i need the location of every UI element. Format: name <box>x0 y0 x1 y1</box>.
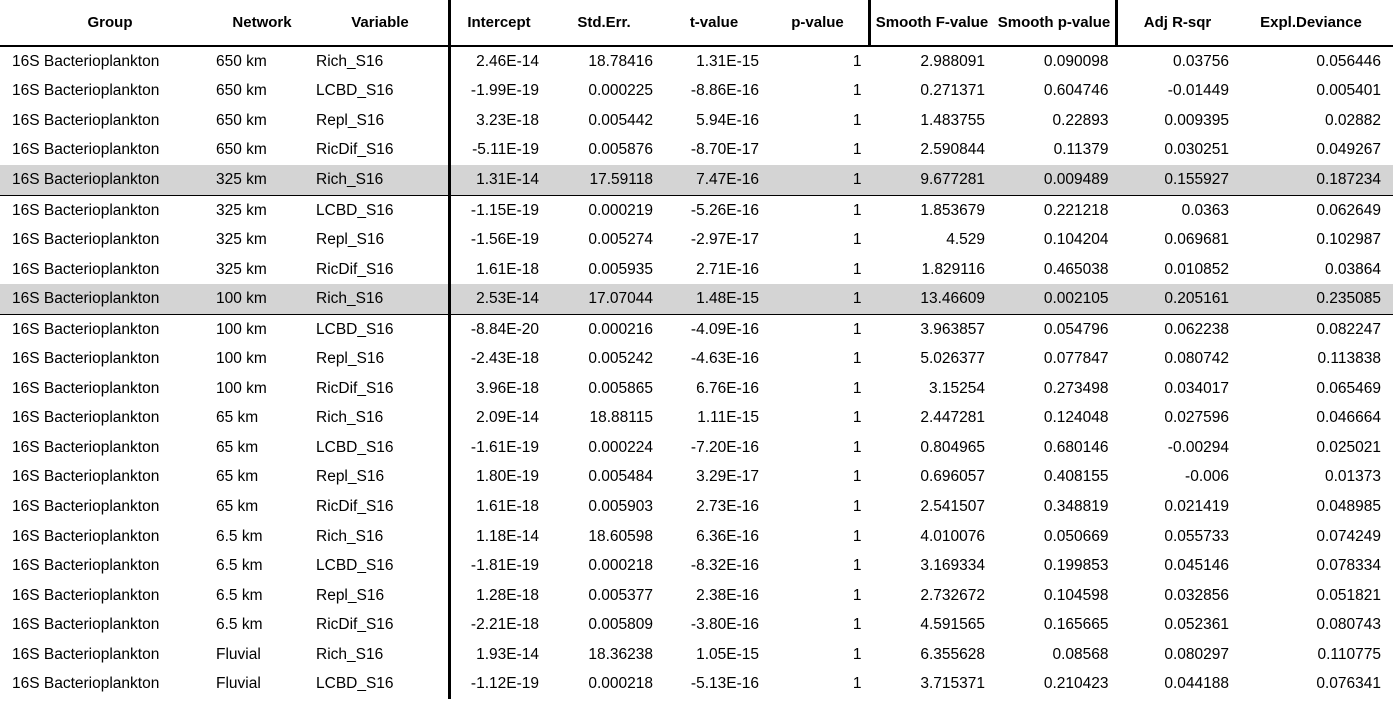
header-p-value: p-value <box>767 0 870 46</box>
cell-group: 16S Bacterioplankton <box>12 616 160 634</box>
cell-std-err: 0.000219 <box>588 201 653 219</box>
cell-variable: Rich_S16 <box>316 645 384 663</box>
cell-smooth-p-value: 0.08568 <box>1052 645 1109 663</box>
cell-std-err: 18.60598 <box>588 527 653 545</box>
cell-variable: Rich_S16 <box>316 527 384 545</box>
cell-adj-r-sqr: -0.006 <box>1185 468 1229 486</box>
cell-group: 16S Bacterioplankton <box>12 557 160 575</box>
cell-std-err: 18.36238 <box>588 645 653 663</box>
cell-variable: Repl_S16 <box>316 586 385 604</box>
cell-smooth-f-value: 4.591565 <box>920 616 985 634</box>
cell-variable: RicDif_S16 <box>316 379 394 397</box>
cell-smooth-p-value: 0.408155 <box>1043 468 1109 486</box>
cell-p-value: 1 <box>852 141 862 159</box>
table-row <box>0 225 1393 255</box>
cell-expl-deviance: 0.048985 <box>1316 497 1381 515</box>
cell-smooth-f-value: 3.715371 <box>920 675 985 693</box>
cell-intercept: 1.31E-14 <box>450 165 548 195</box>
cell-adj-r-sqr: 0.021419 <box>1164 497 1229 515</box>
cell-group: 16S Bacterioplankton <box>12 350 160 368</box>
table-row <box>0 669 1393 699</box>
cell-network: 100 km <box>216 379 267 397</box>
cell-p-value: 1 <box>852 231 862 249</box>
table-row <box>0 46 1393 77</box>
cell-smooth-f-value: 2.447281 <box>920 409 985 427</box>
cell-t-value: -4.09E-16 <box>690 320 759 338</box>
cell-smooth-p-value: 0.22893 <box>1052 111 1109 129</box>
cell-intercept: 3.23E-18 <box>450 106 548 136</box>
cell-p-value: 1 <box>852 320 862 338</box>
cell-network: 325 km <box>216 231 267 249</box>
cell-smooth-p-value: 0.009489 <box>993 165 1117 195</box>
table-row <box>0 136 1393 166</box>
cell-t-value: 3.29E-17 <box>696 468 759 486</box>
cell-smooth-p-value: 0.604746 <box>1043 82 1109 100</box>
cell-smooth-p-value: 0.11379 <box>1053 141 1109 159</box>
cell-smooth-p-value: 0.124048 <box>1043 409 1109 427</box>
cell-smooth-f-value: 9.677281 <box>870 165 994 195</box>
cell-smooth-f-value: 1.483755 <box>920 111 985 129</box>
table-row <box>0 314 1393 344</box>
cell-variable: Rich_S16 <box>312 165 450 195</box>
table-row <box>0 463 1393 493</box>
cell-p-value: 1 <box>852 201 862 219</box>
cell-intercept: 2.09E-14 <box>450 404 548 434</box>
cell-t-value: 6.36E-16 <box>696 527 759 545</box>
cell-network: Fluvial <box>216 675 261 693</box>
cell-smooth-p-value: 0.054796 <box>1043 320 1109 338</box>
cell-intercept: -1.99E-19 <box>450 77 548 107</box>
cell-expl-deviance: 0.049267 <box>1316 141 1381 159</box>
table-row <box>0 522 1393 552</box>
cell-expl-deviance: 0.076341 <box>1316 675 1381 693</box>
header-std-err: Std.Err. <box>547 0 661 46</box>
table-row <box>0 640 1393 670</box>
cell-smooth-p-value: 0.680146 <box>1043 438 1109 456</box>
cell-smooth-f-value: 13.46609 <box>870 284 994 314</box>
cell-group: 16S Bacterioplankton <box>12 645 160 663</box>
cell-adj-r-sqr: 0.034017 <box>1164 379 1229 397</box>
table-row <box>0 374 1393 404</box>
cell-network: 6.5 km <box>216 527 263 545</box>
cell-expl-deviance: 0.01373 <box>1324 468 1381 486</box>
header-expl-deviance: Expl.Deviance <box>1237 0 1393 46</box>
cell-variable: LCBD_S16 <box>316 82 394 100</box>
cell-smooth-f-value: 3.963857 <box>920 320 985 338</box>
cell-adj-r-sqr: 0.032856 <box>1164 586 1229 604</box>
cell-network: 100 km <box>216 350 267 368</box>
cell-adj-r-sqr: -0.00294 <box>1167 438 1229 456</box>
cell-p-value: 1 <box>852 468 862 486</box>
cell-adj-r-sqr: 0.080742 <box>1164 350 1229 368</box>
cell-smooth-f-value: 1.829116 <box>921 260 985 278</box>
cell-intercept: 1.93E-14 <box>450 640 548 670</box>
table-row <box>0 195 1393 225</box>
table-row <box>0 610 1393 640</box>
cell-p-value: 1 <box>767 165 870 195</box>
cell-intercept: -2.21E-18 <box>450 610 548 640</box>
cell-t-value: 1.31E-15 <box>696 52 759 70</box>
cell-variable: Rich_S16 <box>312 284 450 314</box>
cell-expl-deviance: 0.051821 <box>1316 586 1381 604</box>
cell-p-value: 1 <box>852 52 862 70</box>
cell-smooth-f-value: 0.804965 <box>920 438 985 456</box>
cell-adj-r-sqr: 0.045146 <box>1164 557 1229 575</box>
cell-p-value: 1 <box>852 586 862 604</box>
cell-std-err: 0.005809 <box>588 616 653 634</box>
cell-intercept: 3.96E-18 <box>450 374 548 404</box>
cell-variable: Repl_S16 <box>316 231 385 249</box>
cell-adj-r-sqr: 0.062238 <box>1164 320 1229 338</box>
cell-expl-deviance: 0.065469 <box>1316 379 1381 397</box>
cell-t-value: -4.63E-16 <box>690 350 759 368</box>
cell-smooth-p-value: 0.273498 <box>1043 379 1109 397</box>
cell-intercept: 2.53E-14 <box>450 284 548 314</box>
cell-smooth-p-value: 0.199853 <box>1043 557 1109 575</box>
cell-expl-deviance: 0.056446 <box>1316 52 1381 70</box>
header-adj-r-sqr: Adj R-sqr <box>1117 0 1238 46</box>
cell-smooth-f-value: 0.271371 <box>920 82 985 100</box>
cell-p-value: 1 <box>852 675 862 693</box>
cell-network: 100 km <box>212 284 312 314</box>
cell-t-value: -2.97E-17 <box>690 231 759 249</box>
cell-intercept: -1.15E-19 <box>450 195 548 225</box>
cell-group: 16S Bacterioplankton <box>12 111 160 129</box>
header-variable: Variable <box>312 0 450 46</box>
cell-smooth-p-value: 0.104204 <box>1043 231 1109 249</box>
table-row <box>0 106 1393 136</box>
cell-expl-deviance: 0.025021 <box>1316 438 1381 456</box>
cell-t-value: 5.94E-16 <box>696 111 759 129</box>
cell-std-err: 0.005935 <box>588 260 653 278</box>
cell-network: 100 km <box>216 320 267 338</box>
cell-network: 65 km <box>216 409 259 427</box>
cell-variable: LCBD_S16 <box>316 557 394 575</box>
cell-variable: RicDif_S16 <box>316 497 394 515</box>
cell-std-err: 0.005865 <box>588 379 653 397</box>
header-network: Network <box>212 0 312 46</box>
cell-group: 16S Bacterioplankton <box>12 527 160 545</box>
cell-std-err: 18.78416 <box>588 52 653 70</box>
cell-smooth-f-value: 4.010076 <box>920 527 985 545</box>
cell-adj-r-sqr: 0.069681 <box>1164 231 1229 249</box>
cell-t-value: -8.32E-16 <box>690 557 759 575</box>
cell-smooth-f-value: 4.529 <box>946 231 985 249</box>
header-group: Group <box>0 0 212 46</box>
cell-intercept: -1.81E-19 <box>450 551 548 581</box>
cell-expl-deviance: 0.080743 <box>1316 616 1381 634</box>
cell-group: 16S Bacterioplankton <box>12 260 160 278</box>
cell-network: 65 km <box>216 497 259 515</box>
cell-adj-r-sqr: 0.205161 <box>1117 284 1238 314</box>
cell-adj-r-sqr: 0.080297 <box>1164 645 1229 663</box>
cell-network: 65 km <box>216 438 259 456</box>
cell-adj-r-sqr: 0.009395 <box>1164 111 1229 129</box>
cell-variable: RicDif_S16 <box>316 616 394 634</box>
cell-t-value: 1.48E-15 <box>661 284 767 314</box>
cell-smooth-p-value: 0.104598 <box>1043 586 1109 604</box>
table-row-highlighted <box>0 284 1393 314</box>
cell-t-value: 2.73E-16 <box>696 497 759 515</box>
cell-std-err: 17.07044 <box>547 284 661 314</box>
cell-std-err: 0.000218 <box>588 557 653 575</box>
cell-std-err: 0.005377 <box>588 586 653 604</box>
cell-p-value: 1 <box>852 350 862 368</box>
cell-adj-r-sqr: 0.010852 <box>1164 260 1229 278</box>
cell-intercept: -8.84E-20 <box>450 314 548 344</box>
cell-group: 16S Bacterioplankton <box>12 409 160 427</box>
cell-t-value: -5.13E-16 <box>690 675 759 693</box>
cell-p-value: 1 <box>767 284 870 314</box>
cell-network: 6.5 km <box>216 586 263 604</box>
cell-intercept: -2.43E-18 <box>450 344 548 374</box>
cell-smooth-f-value: 2.988091 <box>920 52 985 70</box>
cell-group: 16S Bacterioplankton <box>12 52 160 70</box>
cell-adj-r-sqr: -0.01449 <box>1167 82 1229 100</box>
header-smooth-f-value: Smooth F-value <box>870 0 994 46</box>
cell-intercept: -1.61E-19 <box>450 433 548 463</box>
cell-group: 16S Bacterioplankton <box>12 201 160 219</box>
cell-variable: LCBD_S16 <box>316 438 394 456</box>
cell-intercept: -5.11E-19 <box>450 136 548 166</box>
cell-expl-deviance: 0.078334 <box>1316 557 1381 575</box>
table-row <box>0 77 1393 107</box>
header-row <box>0 0 1393 46</box>
cell-smooth-p-value: 0.090098 <box>1043 52 1109 70</box>
cell-group: 16S Bacterioplankton <box>12 438 160 456</box>
cell-group: 16S Bacterioplankton <box>12 497 160 515</box>
cell-t-value: -7.20E-16 <box>690 438 759 456</box>
cell-variable: LCBD_S16 <box>316 675 394 693</box>
cell-variable: LCBD_S16 <box>316 201 394 219</box>
cell-adj-r-sqr: 0.027596 <box>1164 409 1229 427</box>
cell-std-err: 18.88115 <box>589 409 653 427</box>
cell-group: 16S Bacterioplankton <box>12 141 160 159</box>
cell-network: 6.5 km <box>216 557 263 575</box>
cell-smooth-f-value: 1.853679 <box>920 201 985 219</box>
cell-t-value: -8.70E-17 <box>690 141 759 159</box>
table-row <box>0 551 1393 581</box>
cell-std-err: 0.005903 <box>588 497 653 515</box>
cell-group: 16S Bacterioplankton <box>12 675 160 693</box>
cell-expl-deviance: 0.02882 <box>1324 111 1381 129</box>
cell-t-value: -5.26E-16 <box>690 201 759 219</box>
cell-variable: Rich_S16 <box>316 52 384 70</box>
cell-variable: RicDif_S16 <box>316 260 394 278</box>
cell-network: 325 km <box>216 201 267 219</box>
cell-variable: Repl_S16 <box>316 111 385 129</box>
cell-network: 65 km <box>216 468 259 486</box>
cell-smooth-f-value: 2.732672 <box>920 586 985 604</box>
cell-expl-deviance: 0.110775 <box>1317 645 1381 663</box>
cell-intercept: -1.12E-19 <box>450 669 548 699</box>
cell-p-value: 1 <box>852 645 862 663</box>
cell-group: 16S Bacterioplankton <box>0 165 212 195</box>
cell-network: 650 km <box>216 141 267 159</box>
cell-variable: RicDif_S16 <box>316 141 394 159</box>
cell-intercept: -1.56E-19 <box>450 225 548 255</box>
cell-group: 16S Bacterioplankton <box>12 468 160 486</box>
cell-network: 650 km <box>216 52 267 70</box>
cell-p-value: 1 <box>852 527 862 545</box>
header-t-value: t-value <box>661 0 767 46</box>
cell-smooth-p-value: 0.465038 <box>1043 260 1109 278</box>
cell-adj-r-sqr: 0.055733 <box>1164 527 1229 545</box>
cell-intercept: 1.61E-18 <box>450 255 548 285</box>
cell-std-err: 0.000225 <box>588 82 653 100</box>
cell-p-value: 1 <box>852 379 862 397</box>
header-intercept: Intercept <box>450 0 548 46</box>
table-row <box>0 404 1393 434</box>
cell-t-value: 2.38E-16 <box>696 586 759 604</box>
cell-t-value: 6.76E-16 <box>696 379 759 397</box>
cell-smooth-f-value: 3.169334 <box>920 557 985 575</box>
cell-variable: Repl_S16 <box>316 350 385 368</box>
table-row <box>0 433 1393 463</box>
cell-t-value: -3.80E-16 <box>690 616 759 634</box>
cell-std-err: 0.005242 <box>588 350 653 368</box>
cell-smooth-p-value: 0.050669 <box>1043 527 1109 545</box>
cell-smooth-p-value: 0.165665 <box>1043 616 1109 634</box>
cell-intercept: 1.80E-19 <box>450 463 548 493</box>
cell-group: 16S Bacterioplankton <box>12 231 160 249</box>
header-smooth-p-value: Smooth p-value <box>993 0 1117 46</box>
cell-group: 16S Bacterioplankton <box>12 586 160 604</box>
cell-variable: LCBD_S16 <box>316 320 394 338</box>
table-row-highlighted <box>0 165 1393 195</box>
cell-p-value: 1 <box>852 557 862 575</box>
cell-expl-deviance: 0.113838 <box>1317 350 1381 368</box>
cell-smooth-f-value: 0.696057 <box>920 468 985 486</box>
cell-network: 650 km <box>216 82 267 100</box>
cell-p-value: 1 <box>852 260 862 278</box>
cell-adj-r-sqr: 0.03756 <box>1172 52 1229 70</box>
cell-expl-deviance: 0.062649 <box>1316 201 1381 219</box>
cell-t-value: 7.47E-16 <box>661 165 767 195</box>
cell-intercept: 1.61E-18 <box>450 492 548 522</box>
cell-std-err: 0.005484 <box>588 468 653 486</box>
cell-expl-deviance: 0.235085 <box>1237 284 1393 314</box>
cell-t-value: -8.86E-16 <box>690 82 759 100</box>
cell-std-err: 0.000218 <box>588 675 653 693</box>
cell-adj-r-sqr: 0.030251 <box>1164 141 1229 159</box>
cell-network: 6.5 km <box>216 616 263 634</box>
cell-expl-deviance: 0.046664 <box>1316 409 1381 427</box>
cell-adj-r-sqr: 0.155927 <box>1117 165 1238 195</box>
table-row <box>0 581 1393 611</box>
cell-smooth-p-value: 0.002105 <box>993 284 1117 314</box>
cell-t-value: 1.11E-15 <box>697 409 759 427</box>
cell-smooth-f-value: 5.026377 <box>920 350 985 368</box>
cell-std-err: 0.005442 <box>588 111 653 129</box>
cell-group: 16S Bacterioplankton <box>12 320 160 338</box>
cell-p-value: 1 <box>852 616 862 634</box>
cell-intercept: 1.28E-18 <box>450 581 548 611</box>
cell-p-value: 1 <box>852 497 862 515</box>
table-header <box>0 0 1393 46</box>
cell-network: 650 km <box>216 111 267 129</box>
table-row <box>0 255 1393 285</box>
cell-expl-deviance: 0.074249 <box>1316 527 1381 545</box>
cell-p-value: 1 <box>852 409 862 427</box>
cell-expl-deviance: 0.005401 <box>1316 82 1381 100</box>
cell-smooth-p-value: 0.348819 <box>1043 497 1109 515</box>
cell-expl-deviance: 0.03864 <box>1324 260 1381 278</box>
cell-smooth-f-value: 3.15254 <box>928 379 985 397</box>
table-row <box>0 344 1393 374</box>
cell-variable: Repl_S16 <box>316 468 385 486</box>
cell-p-value: 1 <box>852 111 862 129</box>
cell-group: 16S Bacterioplankton <box>0 284 212 314</box>
cell-std-err: 0.005274 <box>588 231 653 249</box>
cell-group: 16S Bacterioplankton <box>12 82 160 100</box>
cell-intercept: 1.18E-14 <box>450 522 548 552</box>
cell-smooth-p-value: 0.221218 <box>1043 201 1109 219</box>
cell-std-err: 0.000216 <box>588 320 653 338</box>
cell-adj-r-sqr: 0.0363 <box>1181 201 1229 219</box>
cell-adj-r-sqr: 0.052361 <box>1164 616 1229 634</box>
cell-smooth-p-value: 0.210423 <box>1043 675 1109 693</box>
cell-t-value: 1.05E-15 <box>696 645 759 663</box>
cell-expl-deviance: 0.187234 <box>1237 165 1393 195</box>
cell-p-value: 1 <box>852 438 862 456</box>
cell-p-value: 1 <box>852 82 862 100</box>
cell-expl-deviance: 0.102987 <box>1316 231 1381 249</box>
cell-smooth-f-value: 6.355628 <box>920 645 985 663</box>
cell-expl-deviance: 0.082247 <box>1316 320 1381 338</box>
cell-std-err: 0.005876 <box>588 141 653 159</box>
table-row <box>0 492 1393 522</box>
cell-group: 16S Bacterioplankton <box>12 379 160 397</box>
cell-smooth-f-value: 2.590844 <box>920 141 985 159</box>
cell-adj-r-sqr: 0.044188 <box>1164 675 1229 693</box>
cell-network: 325 km <box>212 165 312 195</box>
cell-network: Fluvial <box>216 645 261 663</box>
cell-smooth-p-value: 0.077847 <box>1043 350 1109 368</box>
cell-std-err: 0.000224 <box>588 438 653 456</box>
cell-t-value: 2.71E-16 <box>696 260 759 278</box>
cell-intercept: 2.46E-14 <box>450 46 548 77</box>
cell-smooth-f-value: 2.541507 <box>920 497 985 515</box>
cell-variable: Rich_S16 <box>316 409 384 427</box>
table-body <box>0 46 1393 699</box>
cell-std-err: 17.59118 <box>547 165 661 195</box>
cell-network: 325 km <box>216 260 267 278</box>
